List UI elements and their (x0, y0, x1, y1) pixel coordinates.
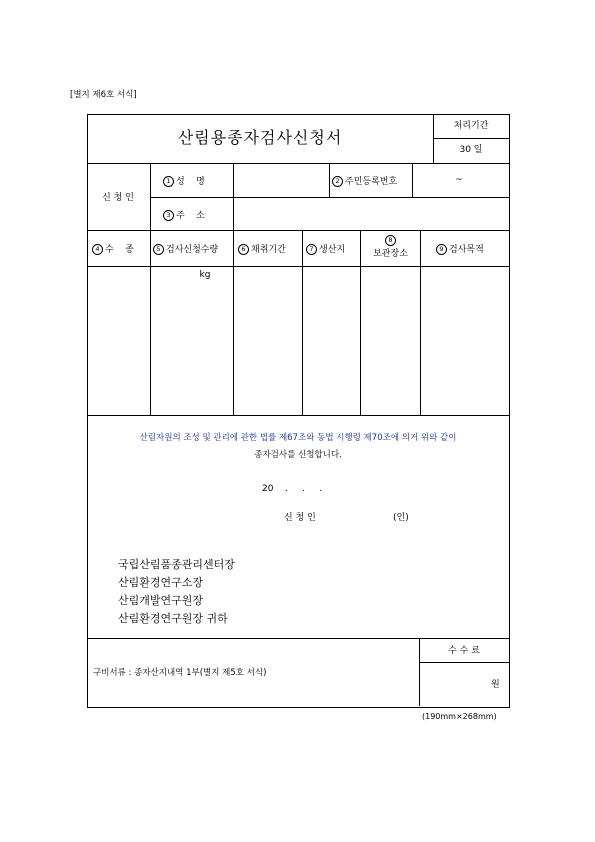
resident-number-label: 2 주민등록번호 (332, 176, 397, 187)
statement-line-2: 종자검사를 신청합니다. (254, 450, 342, 460)
signer-label: 신 청 인 (284, 513, 316, 523)
form-number-label: [별지 제6호 서식] (70, 90, 137, 100)
col-divider (329, 163, 330, 197)
quantity-unit: kg (199, 270, 211, 280)
resident-number-separator: ~ (455, 175, 463, 185)
processing-period-label: 처리기간 (453, 121, 489, 131)
row-divider (87, 638, 509, 639)
name-field[interactable] (234, 164, 329, 197)
addressee-1: 국립산림품종관리센터장 (118, 558, 235, 571)
species-cell[interactable] (88, 267, 150, 415)
col-divider (433, 114, 434, 163)
address-field-label: 3 주 소 (163, 210, 205, 221)
col-header-quantity: 5 검사신청수량 (153, 244, 218, 255)
circled-number: 4 (92, 244, 103, 255)
col-divider (150, 163, 151, 230)
resident-number-field[interactable] (413, 164, 508, 197)
addressee-4: 산림환경연구원장 귀하 (118, 612, 228, 625)
circled-number: 8 (385, 235, 396, 246)
statement-line-1: 산림자원의 조성 및 관리에 관한 법률 제67조와 동법 시행령 제70조에 의거 위와 같이 (139, 433, 457, 443)
fee-unit: 원 (491, 680, 500, 690)
quantity-cell[interactable] (151, 267, 233, 415)
row-divider (87, 415, 509, 416)
date-line: 20 . . . (262, 484, 323, 494)
applicant-label: 신 청 인 (102, 193, 134, 203)
col-header-origin: 7 생산지 (306, 244, 345, 255)
fee-label: 수 수 료 (448, 646, 480, 656)
paper-size-note: (190mm×268mm) (422, 712, 497, 721)
required-documents: 구비서류 : 종자산지내역 1부(별지 제5호 서식) (93, 668, 267, 678)
circled-number: 9 (436, 244, 447, 255)
page-title: 산림용종자검사신청서 (177, 128, 343, 147)
circled-number: 3 (163, 210, 174, 221)
processing-divider (433, 138, 509, 139)
col-header-collection-period: 6 채취기간 (238, 244, 286, 255)
addressee-3: 산림개발연구원장 (118, 594, 204, 607)
collection-period-cell[interactable] (234, 267, 302, 415)
storage-cell[interactable] (361, 267, 420, 415)
circled-number: 2 (332, 176, 343, 187)
origin-cell[interactable] (303, 267, 360, 415)
name-field-label: 1 성 명 (163, 176, 205, 187)
col-header-species: 4 수 종 (92, 244, 134, 255)
circled-number: 7 (306, 244, 317, 255)
col-header-storage: 8 보관장소 (373, 236, 408, 259)
processing-period-value: 30 일 (459, 145, 483, 155)
circled-number: 1 (163, 176, 174, 187)
circled-number: 6 (238, 244, 249, 255)
circled-number: 5 (153, 244, 164, 255)
purpose-cell[interactable] (421, 267, 508, 415)
seal-mark: (인) (393, 513, 409, 523)
addressee-2: 산림환경연구소장 (118, 576, 204, 589)
col-header-purpose: 9 검사목적 (436, 244, 484, 255)
address-field[interactable] (234, 198, 508, 230)
